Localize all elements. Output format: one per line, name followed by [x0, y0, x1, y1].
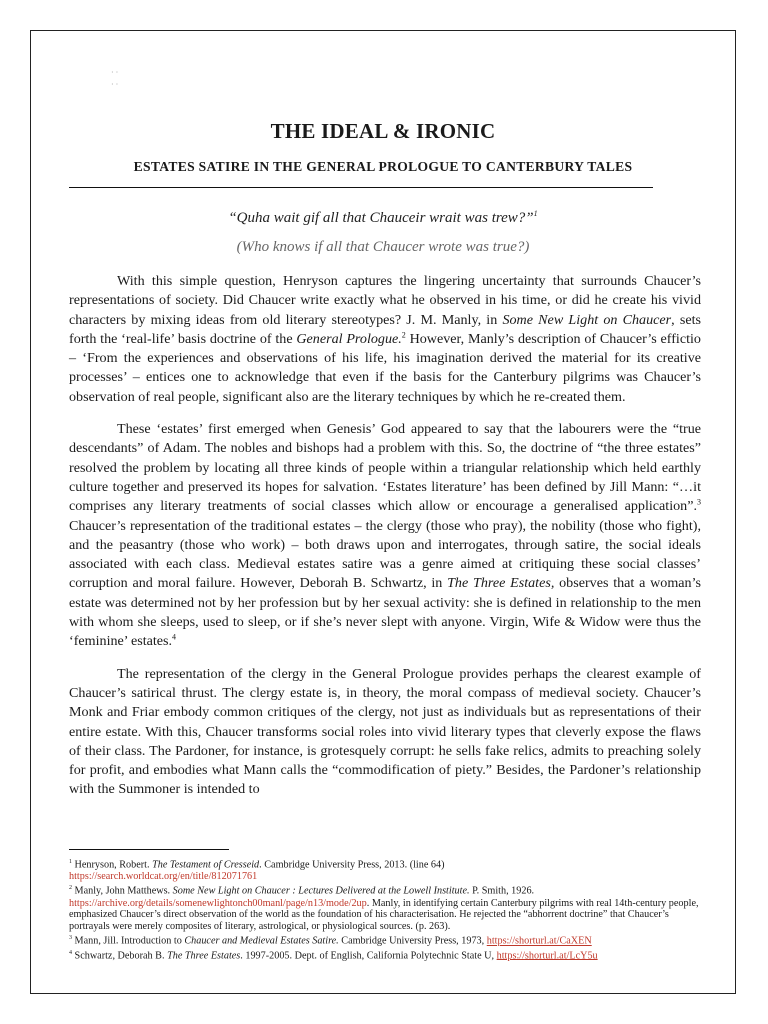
- footnote-number: 3: [69, 935, 72, 942]
- text-run: , sets forth the ‘real-life’ basis doctrine of the: [69, 311, 701, 347]
- footnote-number: 4: [69, 949, 72, 956]
- scan-mark: · ·: [111, 80, 119, 89]
- footnote-link[interactable]: https://search.worldcat.org/en/title/812071761: [69, 871, 258, 883]
- scan-marks: [111, 67, 118, 91]
- epigraph-quote: [31, 209, 735, 227]
- footnote-ref[interactable]: 2: [401, 330, 406, 340]
- paragraph-1: [69, 272, 701, 407]
- epigraph-translation: (Who knows if all that Chaucer wrote was true?): [236, 239, 530, 255]
- text-run: . Cambridge University Press, 2013. (line 64): [259, 859, 445, 871]
- paragraph-2: [69, 420, 701, 652]
- book-title: The Three Estates,: [447, 575, 555, 592]
- scan-mark: · ·: [111, 68, 119, 77]
- text-run: Schwartz, Deborah B.: [72, 949, 168, 961]
- title-divider: [69, 187, 653, 188]
- footnote-number: 1: [69, 859, 72, 865]
- book-title: Some New Light on Chaucer : Lectures Delivered at the Lowell Institute.: [172, 885, 470, 897]
- text-run: Manly, John Matthews.: [72, 885, 173, 897]
- text-run: . Manly, in identifying certain Canterbury pilgrims with real 14th-century people, emphasized Chaucer’s direct observation of the world as the foundation of his characterisation. He rejected the “abhorrent doctrine” that Chaucer’s portrayals were merely composites of literary, astrological, or physiological sources. (p. 263).: [69, 897, 699, 933]
- footnote-link[interactable]: https://shorturl.at/LcY5u: [496, 949, 598, 961]
- footnote-ref[interactable]: 1: [533, 209, 538, 218]
- footnote-ref[interactable]: 3: [697, 497, 701, 507]
- footnote-link[interactable]: https://shorturl.at/CaXEN: [486, 935, 592, 947]
- text-run: Henryson, Robert.: [72, 859, 153, 871]
- book-title: General Prologue.: [296, 330, 402, 347]
- text-run: Mann, Jill. Introduction to: [72, 935, 185, 947]
- footnote-3: [69, 933, 703, 947]
- epigraph-quote-text: “Quha wait gif all that Chauceir wrait was trew?”: [228, 210, 534, 226]
- paragraph-3: The representation of the clergy in the General Prologue provides perhaps the clearest example of Chaucer’s satirical thrust. The clergy estate is, in theory, the moral compass of medieval society. Chaucer’s Monk and Friar embody common critiques of the clergy, not just as individuals but as representations of their entire estate. With this, Chaucer transforms social roles into vivid literary types that cleverly expose the flaws of their class. The Pardoner, for instance, is grotesquely corrupt: he sells fake relics, admits to preaching solely for profit, and embodies what Mann calls the “commodification of piety.” Besides, the Pardoner’s relationship with the Summoner is intended to: [69, 665, 701, 798]
- body-text: [69, 272, 701, 813]
- book-title: Some New Light on Chaucer: [502, 311, 672, 328]
- footnote-divider: [69, 849, 229, 850]
- text-run: With this simple question, Henryson captures the lingering uncertainty that surrounds Chaucer’s representations of society. Did Chaucer write exactly what he observed in his time, or did he create his vivid characters by mixing ideas from old literary stereotypes? J. M. Manly, in: [69, 273, 701, 328]
- page-title: THE IDEAL & IRONIC: [270, 119, 496, 143]
- text-run: . 1997-2005. Dept. of English, California Polytechnic State U,: [240, 949, 497, 961]
- text-run: These ‘estates’ first emerged when Genesis’ God appeared to say that the labourers were the “true descendants” of Adam. The nobles and bishops had a problem with this. So, the doctrine of “the three estates” resolved the problem by locating all three kinds of people within a triangular relationship which held earthly culture together and preserved its hopes for salvation. ‘Estates literature’ has been defined by Jill Mann: “…it comprises any literary treatments of social classes which allow or encourage a generalised application”.: [69, 421, 701, 515]
- text-run: Cambridge University Press, 1973,: [338, 935, 487, 947]
- footnote-4: [69, 948, 703, 962]
- footnote-2: [69, 883, 703, 933]
- book-title: Chaucer and Medieval Estates Satire.: [184, 935, 339, 947]
- footnote-link[interactable]: https://archive.org/details/somenewlightonch00manl/page/n13/mode/2up: [69, 897, 367, 909]
- footnote-ref[interactable]: 4: [172, 632, 177, 642]
- text-run: observes that a woman’s estate was determined not by her profession but by her sexual activity: she is defined in relationship to the men with whom she sleeps, used to sleep, or if she’s never slept with anyone. Virgin, Wife & Widow were thus the ‘feminine’ estates.: [69, 575, 702, 650]
- text-run: However, Manly’s description of Chaucer’s effictio – ‘From the experiences and observations of his life, his imagination derived the material for its creative processes’ – entices one to acknowledge that even if the basis for the Canterbury pilgrims was Chaucer’s observation of real people, significant also are the literary techniques by which he re-created them.: [69, 330, 701, 405]
- footnote-1: [69, 857, 703, 883]
- book-title: The Three Estates: [167, 949, 241, 961]
- document-page: [30, 30, 736, 994]
- footnote-number: 2: [69, 885, 72, 892]
- footnotes: [69, 857, 703, 962]
- page-subtitle: ESTATES SATIRE IN THE GENERAL PROLOGUE TO CANTERBURY TALES: [133, 159, 633, 174]
- text-run: P. Smith, 1926.: [469, 885, 535, 897]
- text-run: Chaucer’s representation of the traditional estates – the clergy (those who pray), the nobility (those who fight), and the peasantry (those who work) – both draws upon and interrogates, through satire, the social ideals associated with each class. Medieval estates satire was a genre aimed at critiquing these social classes’ corruption and moral failure. However, Deborah B. Schwartz, in: [69, 517, 701, 592]
- book-title: The Testament of Cresseid: [152, 859, 260, 871]
